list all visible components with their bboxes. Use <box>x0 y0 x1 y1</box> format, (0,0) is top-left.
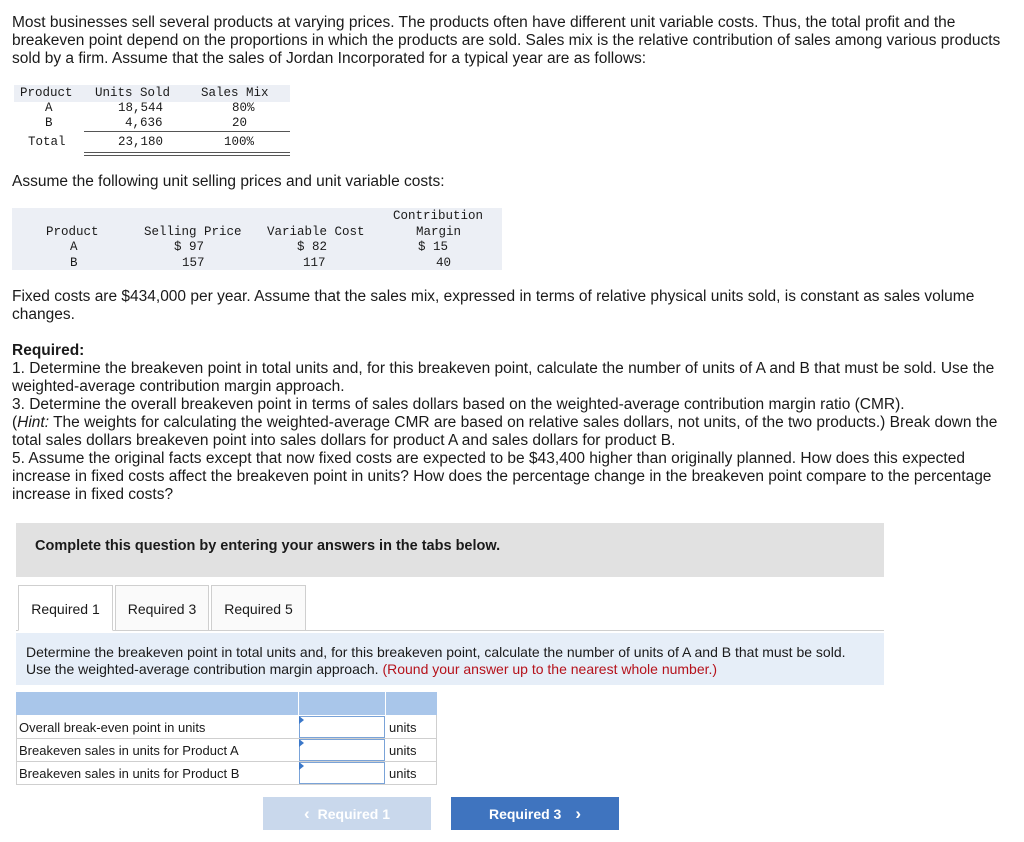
product-b-breakeven-units-input[interactable] <box>299 762 385 784</box>
required-item-3-lead: 3. Determine the overall breakeven point in terms of sales dollars based on the weighted-average contribution margin ratio (CMR). <box>12 396 905 413</box>
price-intro: Assume the following unit selling prices and unit variable costs: <box>12 173 445 190</box>
price-row-a-product: A <box>70 240 78 254</box>
answer-label-product-a: Breakeven sales in units for Product A <box>19 743 239 758</box>
answer-header-divider-2 <box>385 692 386 715</box>
mix-total-rule-2 <box>84 155 290 156</box>
mix-total-units: 23,180 <box>118 135 164 149</box>
price-row-b-product: B <box>70 256 78 270</box>
mix-header-product: Product <box>20 86 73 100</box>
previous-required-button[interactable] <box>263 797 431 830</box>
instruction-rounding-note: (Round your answer up to the nearest whole number.) <box>382 661 718 677</box>
mix-row-b-mix: 20 <box>232 116 248 130</box>
mix-total-label: Total <box>28 135 66 149</box>
mix-row-a-mix: 80% <box>232 101 255 115</box>
banner-text: Complete this question by entering your answers in the tabs below. <box>35 538 501 554</box>
price-row-b-vc: 117 <box>303 256 326 270</box>
required-item-1: 1. Determine the breakeven point in total units and, for this breakeven point, calculate the number of units of A and B that must be sold. Use the weighted-average contribution margin approach. <box>12 360 995 395</box>
required-item-3-body: The weights for calculating the weighted-average CMR are based on relative sales dollars, not units, of the two products.) Break down the total sales dollars breakeven point into sales dollars for product A and sales dollars for product B. <box>12 414 998 449</box>
price-header-cm-2: Margin <box>416 225 462 239</box>
mix-header-mix: Sales Mix <box>201 86 269 100</box>
tab-required-1[interactable]: Required 1 <box>18 585 113 631</box>
answer-unit-product-a: units <box>389 743 417 758</box>
answer-table-left-border <box>16 715 17 785</box>
product-a-breakeven-units-input[interactable] <box>299 739 385 761</box>
price-row-a-vc: $ 82 <box>297 240 328 254</box>
price-header-price: Selling Price <box>144 225 242 239</box>
answer-label-overall: Overall break-even point in units <box>19 720 206 735</box>
price-row-b-price: 157 <box>182 256 205 270</box>
required-item-5: 5. Assume the original facts except that now fixed costs are expected to be $43,400 higher than originally planned. How does this expected increase in fixed costs affect the breakeven point in units? How does the percentage change in the breakeven point compare to the percentage increase in fixed costs? <box>12 450 992 503</box>
instruction-text: Determine the breakeven point in total units and, for this breakeven point, calculate the number of units of A and B that must be sold. Use the weighted-average contribution margin approach. <box>26 644 846 677</box>
fixed-costs-paragraph: Fixed costs are $434,000 per year. Assume that the sales mix, expressed in terms of relative physical units sold, is constant as sales volume changes. <box>12 288 975 323</box>
required-item-3-hint: Hint: <box>17 414 50 431</box>
answer-unit-overall: units <box>389 720 417 735</box>
tab-instruction <box>16 633 884 685</box>
mix-total-rule-1 <box>84 152 290 153</box>
input-flag-icon <box>299 716 304 724</box>
previous-button-label: Required 1 <box>317 806 391 822</box>
tab-required-5[interactable]: Required 5 <box>211 585 306 631</box>
next-button-label: Required 3 <box>488 806 562 822</box>
price-header-vc: Variable Cost <box>267 225 365 239</box>
mix-row-a-product: A <box>45 101 53 115</box>
required-item-3: 3. Determine the overall breakeven point in terms of sales dollars based on the weighted-average contribution margin ratio (CMR). (Hint: The weights for calculating the weighted-average CMR are based on relative sales dollars, not units, of the two products.) Break down the total sales dollars breakeven point into sales dollars for product A and sales dollars for product B. <box>12 396 998 449</box>
answer-header-divider-1 <box>298 692 299 715</box>
overall-breakeven-units-input[interactable] <box>299 716 385 738</box>
mix-total-mix: 100% <box>224 135 255 149</box>
answer-table-right-border <box>436 715 437 785</box>
tab-required-3[interactable]: Required 3 <box>115 585 209 631</box>
price-row-a-cm: $ 15 <box>418 240 449 254</box>
mix-row-b-units: 4,636 <box>125 116 163 130</box>
price-table <box>12 208 502 270</box>
input-flag-icon <box>299 739 304 747</box>
mix-header-units: Units Sold <box>95 86 171 100</box>
chevron-right-icon: › <box>575 804 582 823</box>
answer-label-product-b: Breakeven sales in units for Product B <box>19 766 240 781</box>
answer-row-product-a <box>16 739 437 762</box>
instructions-banner <box>16 523 884 577</box>
chevron-left-icon: ‹ <box>303 804 310 823</box>
price-row-a-price: $ 97 <box>174 240 205 254</box>
price-row-b-cm: 40 <box>436 256 452 270</box>
mix-row-a-units: 18,544 <box>118 101 164 115</box>
next-required-button[interactable] <box>451 797 619 830</box>
intro-paragraph: Most businesses sell several products at varying prices. The products often have different unit variable costs. Thus, the total profit and the breakeven point depend on the proportions in which the products are sold. Sales mix is the relative contribution of sales among various products sold by a firm. Assume that the sales of Jordan Incorporated for a typical year are as follows: <box>12 14 1001 67</box>
answer-row-overall <box>16 716 437 739</box>
answer-unit-product-b: units <box>389 766 417 781</box>
price-header-cm-1: Contribution <box>393 209 484 223</box>
tab-underline <box>16 630 884 631</box>
mix-row-b-product: B <box>45 116 53 130</box>
answer-row-product-b <box>16 762 437 785</box>
mix-subtotal-rule <box>84 131 290 132</box>
required-heading: Required: <box>12 342 85 359</box>
input-flag-icon <box>299 762 304 770</box>
answer-table-header <box>16 692 437 715</box>
price-header-product: Product <box>46 225 99 239</box>
